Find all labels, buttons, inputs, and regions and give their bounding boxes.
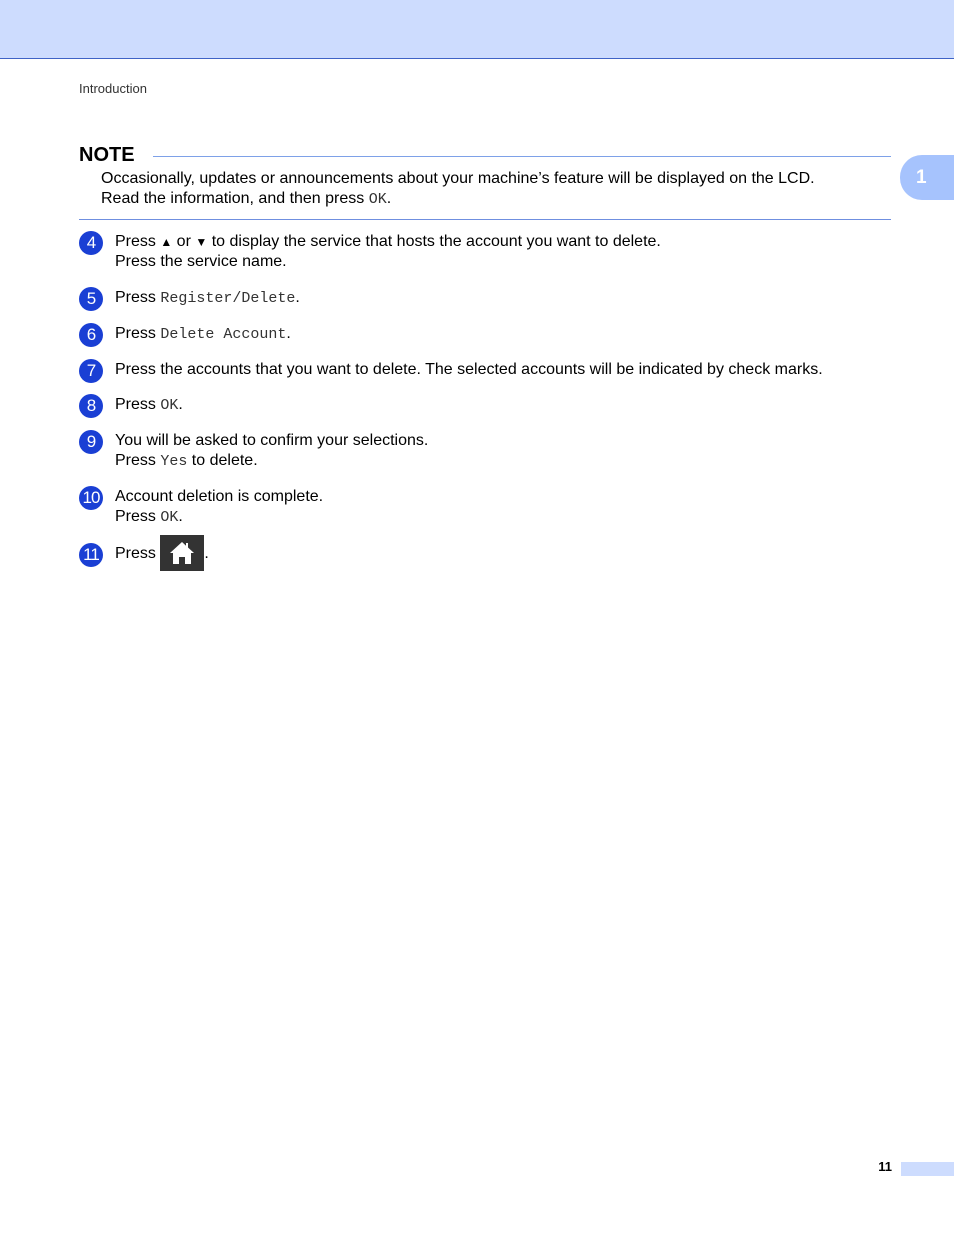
- step-text-prefix: Press: [115, 508, 161, 525]
- step-5: [79, 288, 891, 309]
- step-text-suffix: .: [295, 289, 300, 306]
- step-text: [115, 544, 891, 564]
- step-number-badge: 10: [79, 486, 103, 510]
- lcd-option-ok: OK: [160, 397, 179, 414]
- step-number-badge: 7: [79, 359, 103, 383]
- lcd-option-ok: OK: [160, 509, 179, 526]
- step-text-suffix: .: [178, 396, 183, 413]
- lcd-option-register-delete: Register/Delete: [160, 290, 296, 307]
- note-rule: [153, 156, 891, 157]
- step-text-prefix: Press: [115, 289, 161, 306]
- step-line-1: Account deletion is complete.: [115, 488, 324, 505]
- note-line-2-end: .: [386, 190, 392, 207]
- step-number-badge: 5: [79, 287, 103, 311]
- top-header-band: [0, 0, 954, 59]
- step-10: [79, 487, 891, 528]
- step-number-badge: 6: [79, 323, 103, 347]
- step-text-suffix: .: [178, 508, 183, 525]
- step-text-or: or: [172, 233, 196, 250]
- step-4: [79, 232, 891, 272]
- step-line-2: Press the service name.: [115, 253, 287, 270]
- step-text-suffix: .: [286, 325, 291, 342]
- step-number-badge: 4: [79, 231, 103, 255]
- down-arrow-icon: ▼: [195, 235, 208, 249]
- step-9: [79, 431, 891, 472]
- home-button: [160, 535, 204, 571]
- step-8: [79, 395, 891, 416]
- step-number-badge: 9: [79, 430, 103, 454]
- chapter-tab: 1: [900, 155, 954, 200]
- page-number: 11: [878, 1159, 892, 1174]
- up-arrow-icon: ▲: [160, 235, 173, 249]
- step-text-suffix: .: [204, 545, 209, 562]
- note-code-ok: OK: [368, 191, 387, 208]
- step-text: [115, 395, 891, 416]
- step-text-rest: to display the service that hosts the account you want to delete.: [207, 233, 661, 250]
- home-icon: [169, 541, 195, 565]
- step-text: Press the accounts that you want to delete. The selected accounts will be indicated by check marks.: [115, 361, 823, 378]
- note-body: [79, 169, 891, 220]
- page-tab-marker: [901, 1162, 954, 1176]
- step-text: [115, 487, 891, 528]
- step-text: [115, 232, 891, 272]
- step-text-prefix: Press: [115, 545, 161, 562]
- step-text-prefix: Press: [115, 452, 161, 469]
- step-text-prefix: Press: [115, 325, 161, 342]
- step-number-badge: 8: [79, 394, 103, 418]
- note-header: [79, 141, 891, 169]
- step-11: [79, 544, 891, 564]
- lcd-option-delete-account: Delete Account: [160, 326, 287, 343]
- step-6: [79, 324, 891, 345]
- step-line-1: You will be asked to confirm your selections.: [115, 432, 429, 449]
- step-text-prefix: Press: [115, 396, 161, 413]
- step-7: [79, 360, 891, 380]
- lcd-option-yes: Yes: [160, 453, 188, 470]
- step-text: [115, 324, 891, 345]
- running-head: Introduction: [79, 81, 147, 96]
- note-title: NOTE: [79, 143, 135, 166]
- step-text-suffix: to delete.: [187, 452, 258, 469]
- step-text-press: Press: [115, 233, 161, 250]
- note-line-1: Occasionally, updates or announcements about your machine’s feature will be displayed on the LCD.: [101, 170, 815, 187]
- note-line-2: [101, 189, 891, 210]
- step-text: [115, 288, 891, 309]
- note-line-2-text: Read the information, and then press: [101, 190, 369, 207]
- step-number-badge: 11: [79, 543, 103, 567]
- note-box: [79, 141, 891, 220]
- step-text: [115, 431, 891, 472]
